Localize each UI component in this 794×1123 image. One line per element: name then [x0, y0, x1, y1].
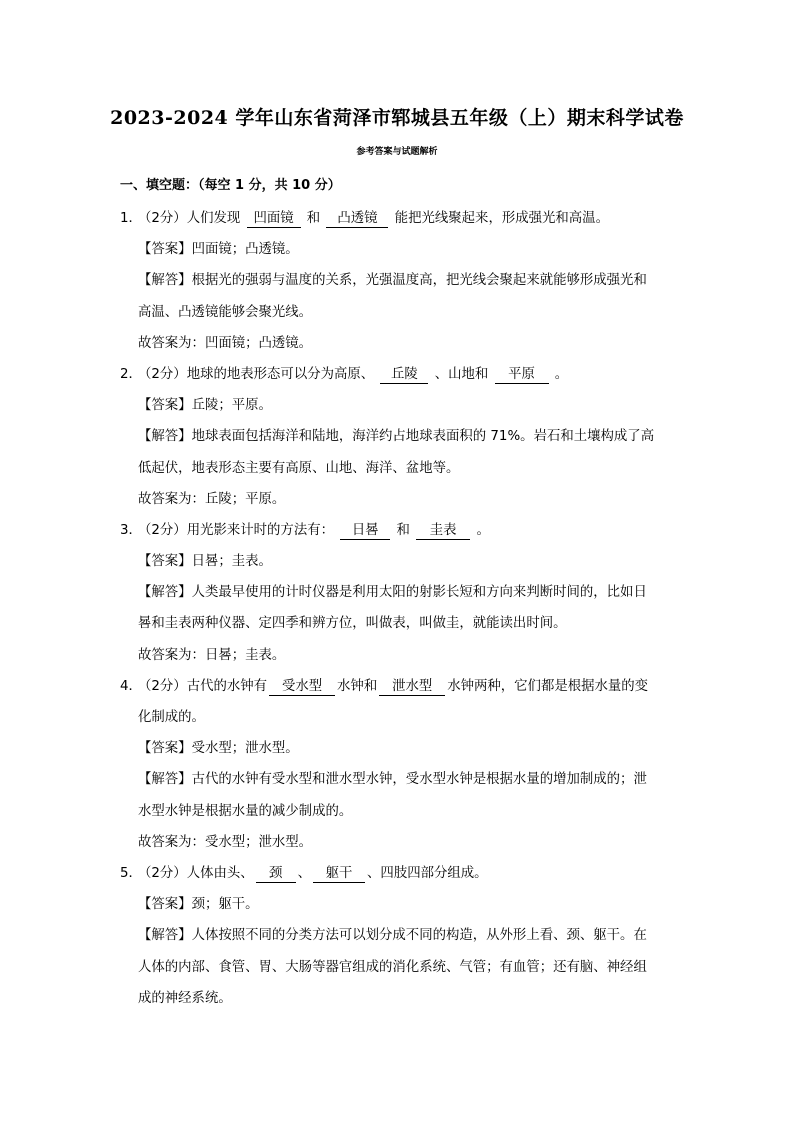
answer-blank: 平原 — [495, 366, 549, 384]
question-text: 水钟两种，它们都是根据水量的变 — [447, 678, 649, 694]
answer-blank: 丘陵 — [380, 366, 428, 384]
question-2-text — [120, 359, 680, 390]
page-subtitle: 参考答案与试题解析 — [356, 147, 438, 157]
question-score: （2分） — [138, 522, 187, 538]
question-text: 能把光线聚起来，形成强光和高温。 — [394, 211, 609, 226]
answer-blank: 凹面镜 — [247, 210, 301, 228]
section-heading: 一、填空题：（每空 1 分，共 10 分） — [120, 178, 341, 193]
question-text: 古代的水钟有 — [186, 678, 268, 694]
analysis-text: 人类最早使用的计时仪器是利用太阳的射影长短和方向来判断时间的，比如日 — [191, 585, 647, 601]
answer-tag: 【答案】 — [138, 897, 192, 913]
question-3-answer — [120, 546, 680, 577]
analysis-tag: 【解答】 — [138, 585, 192, 601]
question-number: 2． — [120, 366, 142, 382]
question-4-analysis — [120, 764, 680, 795]
question-text: 、 — [297, 865, 312, 881]
answer-blank: 圭表 — [416, 522, 470, 540]
analysis-tag: 【解答】 — [138, 273, 192, 289]
analysis-text: 古代的水钟有受水型和泄水型水钟，受水型水钟是根据水量的增加制成的；泄 — [191, 772, 647, 788]
analysis-continuation: 低起伏，地表形态主要有高原、山地、海洋、盆地等。 — [138, 460, 460, 476]
question-score: （2分） — [138, 678, 187, 694]
analysis-tag: 【解答】 — [138, 429, 192, 445]
question-4-text — [120, 671, 680, 702]
answer-tag: 【答案】 — [138, 242, 192, 258]
answer-tag: 【答案】 — [138, 398, 192, 414]
question-text: 、四肢四部分组成。 — [367, 865, 488, 881]
question-3-analysis — [120, 577, 680, 608]
question-number: 3． — [120, 522, 142, 538]
analysis-tag: 【解答】 — [138, 772, 192, 788]
answer-text: 丘陵；平原。 — [191, 398, 272, 414]
question-score: （2分） — [138, 865, 187, 881]
answer-text: 颈；躯干。 — [191, 897, 259, 913]
question-text: 和 — [396, 522, 410, 538]
final-answer: 故答案为：受水型；泄水型。 — [138, 834, 313, 850]
answer-blank: 躯干 — [313, 865, 365, 883]
answer-blank: 受水型 — [269, 678, 335, 696]
question-5-answer — [120, 889, 680, 920]
analysis-text: 地球表面包括海洋和陆地，海洋约占地球表面积的 71%。岩石和土壤构成了高 — [191, 429, 655, 445]
question-text: 地球的地表形态可以分为高原、 — [186, 366, 375, 382]
final-answer: 故答案为：日晷；圭表。 — [138, 647, 286, 663]
question-text: 用光影来计时的方法有： — [186, 522, 334, 538]
analysis-continuation: 成的神经系统。 — [138, 990, 232, 1006]
analysis-text: 根据光的强弱与温度的关系，光强温度高，把光线会聚起来就能够形成强光和 — [191, 273, 647, 289]
analysis-continuation: 高温、凸透镜能够会聚光线。 — [138, 304, 313, 320]
question-text: 人体由头、 — [186, 865, 254, 881]
question-list — [120, 203, 680, 1014]
answer-text: 凹面镜；凸透镜。 — [191, 242, 299, 258]
answer-text: 受水型；泄水型。 — [191, 741, 299, 757]
question-number: 5． — [120, 865, 142, 881]
analysis-continuation: 晷和圭表两种仪器、定四季和辨方位，叫做表，叫做圭，就能读出时间。 — [138, 616, 567, 632]
analysis-continuation: 人体的内部、食管、胃、大肠等器官组成的消化系统、气管；有血管；还有脑、神经组 — [138, 959, 647, 975]
answer-blank: 颈 — [256, 865, 296, 883]
answer-blank: 日晷 — [340, 522, 390, 540]
final-answer: 故答案为：丘陵；平原。 — [138, 491, 286, 507]
question-text-continuation: 化制成的。 — [138, 710, 205, 725]
question-5-text — [120, 858, 680, 889]
question-1-analysis — [120, 265, 680, 296]
question-score: （2分） — [138, 211, 187, 226]
question-4-answer — [120, 733, 680, 764]
question-number: 4． — [120, 678, 142, 694]
question-text: 。 — [476, 522, 490, 538]
question-text: 。 — [554, 366, 569, 382]
answer-blank: 泄水型 — [379, 678, 445, 696]
analysis-continuation: 水型水钟是根据水量的减少制成的。 — [138, 803, 353, 819]
final-answer: 故答案为：凹面镜；凸透镜。 — [138, 335, 313, 351]
question-2-answer — [120, 390, 680, 421]
answer-text: 日晷；圭表。 — [191, 554, 272, 570]
answer-blank: 凸透镜 — [326, 210, 388, 228]
answer-tag: 【答案】 — [138, 554, 192, 570]
question-score: （2分） — [138, 366, 187, 382]
question-text: 和 — [306, 211, 321, 226]
question-3-text — [120, 515, 680, 546]
analysis-tag: 【解答】 — [138, 928, 192, 944]
answer-tag: 【答案】 — [138, 741, 192, 757]
question-5-analysis — [120, 920, 680, 951]
question-2-analysis — [120, 421, 680, 452]
analysis-text: 人体按照不同的分类方法可以划分成不同的构造，从外形上看、颈、躯干。在 — [191, 928, 647, 944]
question-text: 、山地和 — [434, 366, 489, 382]
question-text: 人们发现 — [186, 211, 241, 226]
question-number: 1． — [120, 211, 142, 226]
question-1-answer — [120, 234, 680, 265]
page-title: 2023-2024 学年山东省菏泽市郓城县五年级（上）期末科学试卷 — [110, 107, 684, 129]
question-1-text — [120, 203, 680, 234]
question-text: 水钟和 — [337, 678, 378, 694]
